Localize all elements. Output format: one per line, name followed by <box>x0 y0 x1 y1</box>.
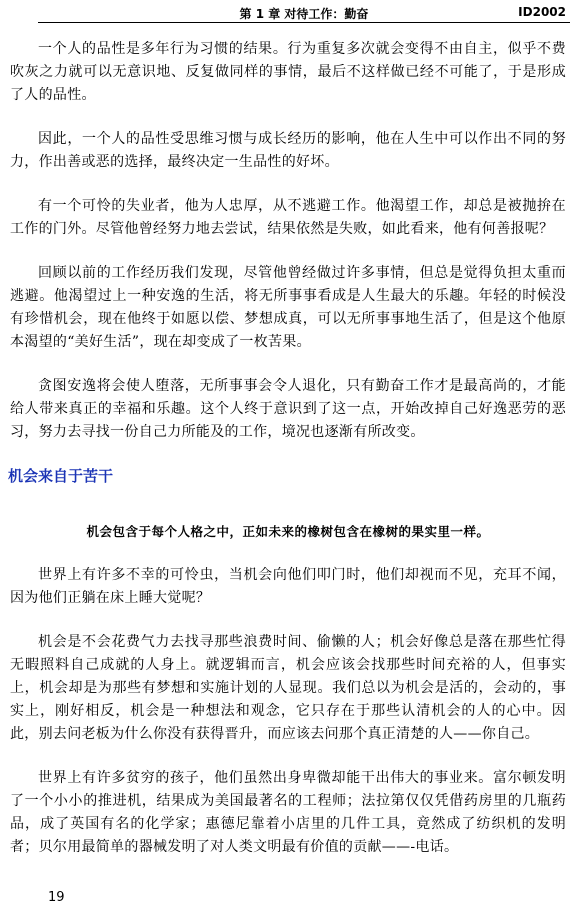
page-header <box>38 4 570 23</box>
paragraph: 因此，一个人的品性受思维习惯与成长经历的影响，他在人生中可以作出不同的努力，作出善或恶的选择，最终决定一生品性的好坏。 <box>10 131 566 170</box>
paragraph: 有一个可怜的失业者，他为人忠厚，从不逃避工作。他渴望工作，却总是被抛拚在工作的门外。尽管他曾经努力地去尝试，结果依然是失败，如此看来，他有何善报呢？ <box>10 198 566 237</box>
paragraph: 世界上有许多贫穷的孩子，他们虽然出身卑微却能干出伟大的事业来。富尔顿发明了一个小小的推进机，结果成为美国最著名的工程师；法拉第仅仅凭借药房里的几瓶药品，成了英国有名的化学家；惠德尼靠着小店里的几件工具，竟然成了纺织机的发明者；贝尔用最简单的器械发明了对人类文明最有价值的贡献——-电话。 <box>10 770 566 855</box>
section-quote: 机会包含于每个人格之中，正如未来的橡树包含在橡树的果实里一样。 <box>86 524 490 539</box>
page-content <box>10 38 566 880</box>
section-heading: 机会来自于苦干 <box>8 467 114 485</box>
page-number: 19 <box>48 890 65 905</box>
document-id: ID2002 <box>518 5 566 19</box>
paragraph: 机会是不会花费气力去找寻那些浪费时间、偷懒的人；机会好像总是落在那些忙得无暇照料自己成就的人身上。就逻辑而言，机会应该会找那些时间充裕的人，但事实上，机会却是为那些有梦想和实施计划的人显现。我们总以为机会是活的，会动的，事实上，刚好相反，机会是一种想法和观念，它只存在于那些认清机会的人的心中。因此，别去问老板为什么你没有获得晋升，而应该去问那个真正清楚的人——你自己。 <box>10 634 566 742</box>
paragraph: 贪图安逸将会使人堕落，无所事事会令人退化，只有勤奋工作才是最高尚的，才能给人带来真正的幸福和乐趣。这个人终于意识到了这一点，开始改掉自己好逸恶劳的恶习，努力去寻找一份自己力所能及的工作，境况也逐渐有所改变。 <box>10 378 566 440</box>
chapter-title: 第 1 章 对待工作：勤奋 <box>239 7 369 21</box>
paragraph: 世界上有许多不幸的可怜虫，当机会向他们叩门时，他们却视而不见，充耳不闻，因为他们正躺在床上睡大觉呢？ <box>10 567 566 606</box>
paragraph: 回顾以前的工作经历我们发现，尽管他曾经做过许多事情，但总是觉得负担太重而逃避。他渴望过上一种安逸的生活，将无所事事看成是人生最大的乐趣。年轻的时候没有珍惜机会，现在他终于如愿以偿、梦想成真，可以无所事事地生活了，但是这个他原本渴望的“美好生活”，现在却变成了一枚苦果。 <box>10 265 566 350</box>
paragraph: 一个人的品性是多年行为习惯的结果。行为重复多次就会变得不由自主，似乎不费吹灰之力就可以无意识地、反复做同样的事情，最后不这样做已经不可能了，于是形成了人的品性。 <box>10 41 566 103</box>
